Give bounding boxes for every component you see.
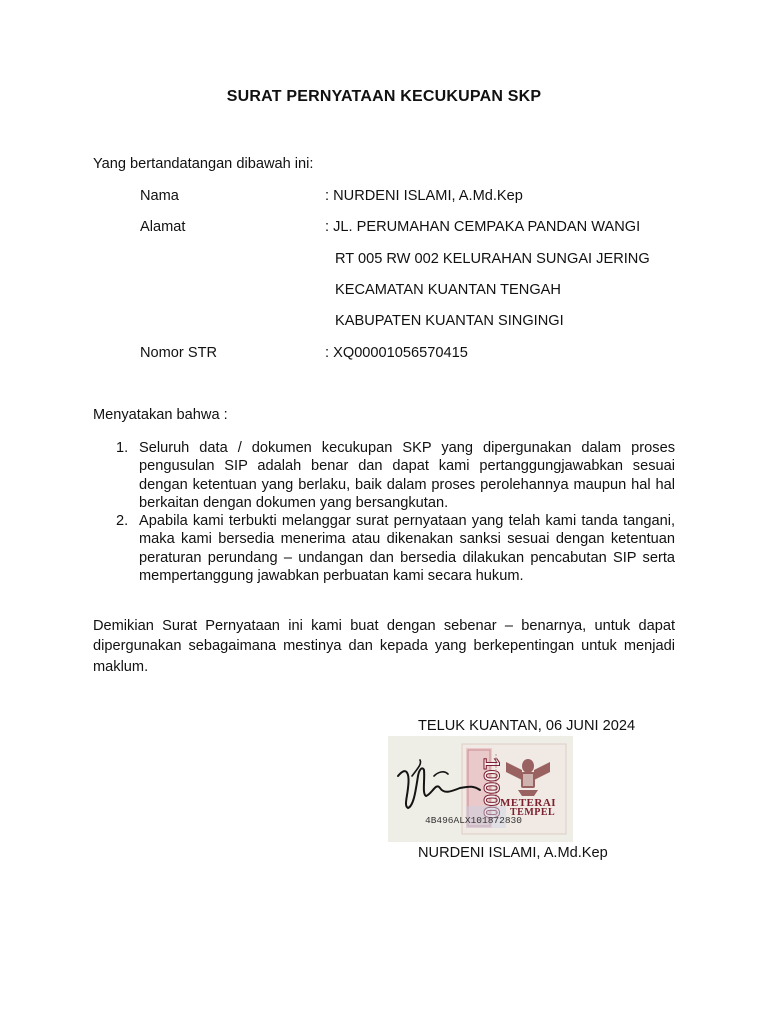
statement-number: 1. [116,440,129,456]
stamp-label-top: METERAI [500,797,557,809]
stamp-serial: 4B496ALX101872830 [425,815,522,826]
statement-item [93,439,675,512]
field-alamat-line2: RT 005 RW 002 KELURAHAN SUNGAI JERING [335,251,650,267]
field-str-label: Nomor STR [140,345,218,361]
statement-item [93,512,675,585]
field-alamat-line4: KABUPATEN KUANTAN SINGINGI [335,313,564,329]
stamp-label-bottom: TEMPEL [510,807,556,818]
declare-text: Menyatakan bahwa : [93,407,228,423]
intro-text: Yang bertandatangan dibawah ini: [93,156,314,172]
statement-list [93,439,675,585]
meterai-stamp-image [388,736,573,842]
place-date: TELUK KUANTAN, 06 JUNI 2024 [418,718,636,734]
document-title: SURAT PERNYATAAN KECUKUPAN SKP [226,88,542,105]
field-nama-value: : NURDENI ISLAMI, A.Md.Kep [325,188,523,204]
signer-name: NURDENI ISLAMI, A.Md.Kep [418,845,608,861]
field-alamat-value: : JL. PERUMAHAN CEMPAKA PANDAN WANGI [325,219,641,235]
statement-text: Apabila kami terbukti melanggar surat pernyataan yang telah kami tanda tangani, maka kami bersedia menerima atau dikenakan sanksi sesuai dengan ketentuan peraturan perundang – undangan dan bersedia dilakukan pencabutan SIP serta mempertanggung jawabkan perbuatan kami secara hukum. [139,513,675,585]
field-alamat-line3: KECAMATAN KUANTAN TENGAH [335,282,561,298]
statement-text: Seluruh data / dokumen kecukupan SKP yang dipergunakan dalam proses pengusulan SIP adalah benar dan dapat kami pertanggungjawabkan sesuai dengan ketentuan yang berlaku, baik dalam proses perolehannya maupun hal hal berkaitan dengan dokumen yang bersangkutan. [139,440,675,511]
svg-text:10000: 10000 [479,757,504,819]
field-str-value: : XQ00001056570415 [325,345,468,361]
statement-number: 2. [116,513,129,530]
field-alamat-label: Alamat [140,219,186,235]
field-nama-label: Nama [140,188,179,204]
closing-paragraph: Demikian Surat Pernyataan ini kami buat dengan sebenar – benarnya, untuk dapat dipergunakan sebagaimana mestinya dan kepada yang berkepentingan untuk menjadi maklum. [93,618,675,675]
